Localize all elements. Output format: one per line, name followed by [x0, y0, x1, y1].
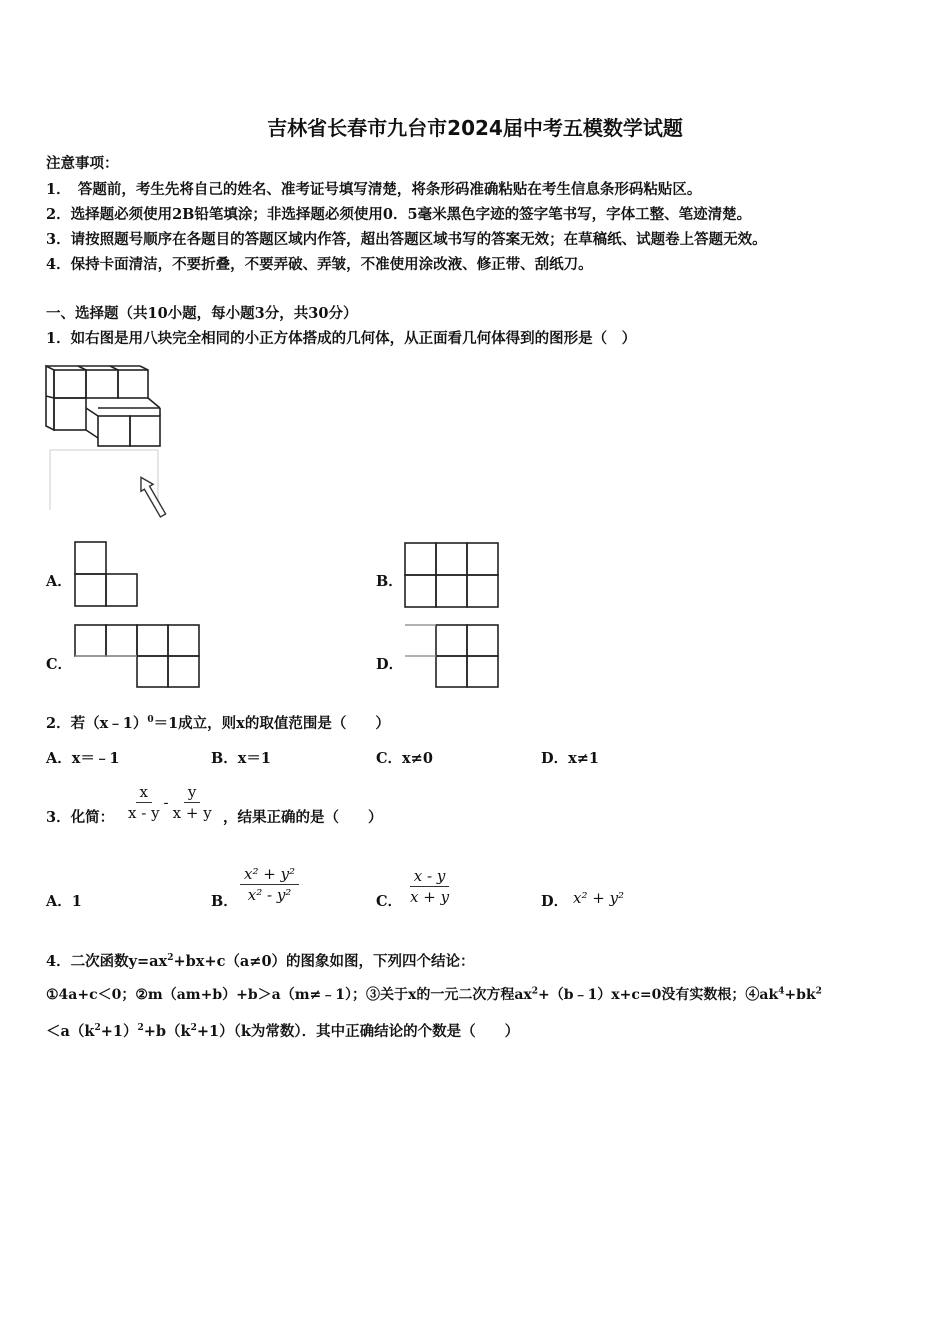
view-direction-arrow-icon [135, 474, 169, 519]
q4-line2-part3: +b（k [143, 1023, 191, 1040]
q3-fraction-1-denominator: x - y [128, 804, 160, 822]
q1-option-c-figure [74, 624, 202, 690]
q2-stem-exponent: 0 [147, 715, 154, 726]
q4-conclusions-line1 [46, 984, 822, 1004]
section-heading: 一、选择题（共10小题，每小题3分，共30分） [46, 305, 358, 322]
q1-option-c-label: C． [46, 656, 73, 673]
q3-option-a-label: A． [46, 893, 72, 910]
q3-prefix: 3．化简： [46, 809, 115, 826]
q2-stem-part1: 2．若（x﹣1） [46, 715, 148, 732]
q1-option-a-label: A． [46, 573, 72, 590]
q3-option-d-label: D． [541, 893, 569, 910]
q1-option-b-figure [404, 542, 502, 610]
q4-line2-part4: +1）（k为常数）．其中正确结论的个数是（ ） [196, 1023, 520, 1040]
q4-line1-sup1: 2 [531, 986, 539, 997]
q2-stem [46, 712, 390, 733]
q4-line1-sup2: 4 [778, 986, 785, 997]
q2-stem-part2: ＝1成立，则x的取值范围是（ ） [153, 715, 390, 732]
q3-option-d-value: x² + y² [573, 889, 625, 907]
q3-option-c-denominator: x + y [410, 888, 450, 906]
q1-option-b-label: B． [376, 573, 403, 590]
q3-option-c-numerator: x - y [410, 866, 450, 887]
q4-line1-part2: +（b﹣1）x+c=0没有实数根；④ak [538, 987, 779, 1003]
q3-fraction-2-denominator: x + y [172, 804, 212, 822]
q4-line1-sup3: 2 [815, 986, 822, 997]
q4-line2-part2: +1） [100, 1023, 138, 1040]
q4-line2-sup2: 2 [137, 1023, 144, 1034]
notice-heading: 注意事项： [46, 155, 119, 172]
q1-option-d-figure [404, 624, 502, 690]
page-title: 吉林省长春市九台市2024届中考五模数学试题 [267, 116, 683, 140]
q2-option-b: B．x＝1 [211, 750, 271, 767]
q4-line2-sup3: 2 [190, 1023, 197, 1034]
q2-option-c: C．x≠0 [376, 750, 433, 767]
q3-option-b-fraction [240, 864, 299, 905]
q3-option-b-label: B． [211, 893, 238, 910]
q4-conclusions-line2 [46, 1020, 519, 1041]
q2-option-d: D．x≠1 [541, 750, 599, 767]
q3-expression [124, 782, 216, 823]
q4-line1-part1: ①4a+c＜0；②m（am+b）+b＞a（m≠﹣1）；③关于x的一元二次方程ax [46, 987, 532, 1003]
q1-solid-figure [40, 362, 170, 532]
notice-item-3: 3．请按照题号顺序在各题目的答题区域内作答，超出答题区域书写的答案无效；在草稿纸、试题卷上答题无效。 [46, 231, 767, 248]
q1-option-d-label: D． [376, 656, 404, 673]
q3-fraction-1-numerator: x [136, 782, 152, 803]
q2-option-a: A．x＝﹣1 [46, 750, 120, 767]
q3-fraction-2-numerator: y [184, 782, 200, 803]
q3-option-b-denominator: x² - y² [247, 886, 292, 904]
q3-option-c-fraction [406, 866, 453, 907]
q3-fraction-1 [124, 782, 164, 823]
q3-fraction-2 [169, 782, 216, 823]
q3-suffix: ，结果正确的是（ ） [223, 809, 383, 826]
notice-item-1: 1． 答题前，考生先将自己的姓名、准考证号填写清楚，将条形码准确粘贴在考生信息条形码粘贴区。 [46, 181, 702, 198]
q3-option-c-label: C． [376, 893, 403, 910]
q1-stem: 1．如右图是用八块完全相同的小正方体搭成的几何体，从正面看几何体得到的图形是（ ） [46, 330, 637, 347]
notice-item-4: 4．保持卡面清洁，不要折叠，不要弄破、弄皱，不准使用涂改液、修正带、刮纸刀。 [46, 256, 593, 273]
q1-option-a-figure [74, 541, 140, 609]
q4-stem-part2: +bx+c（a≠0）的图象如图，下列四个结论： [173, 953, 475, 970]
notice-item-2: 2．选择题必须使用2B铅笔填涂；非选择题必须使用0．5毫米黑色字迹的签字笔书写，字体工整、笔迹清楚。 [46, 206, 752, 223]
q4-stem [46, 950, 475, 971]
q3-option-a-value: 1 [71, 893, 82, 910]
q3-option-b-numerator: x² + y² [240, 864, 299, 885]
q3-option-a [46, 890, 82, 911]
q4-line2-part1: ＜a（k [46, 1023, 95, 1040]
q4-line1-part3: +bk [784, 987, 816, 1003]
q4-stem-exponent: 2 [167, 953, 174, 964]
q4-line2-sup1: 2 [94, 1023, 101, 1034]
q3-minus: - [163, 793, 169, 812]
q4-stem-part1: 4．二次函数y=ax [46, 953, 168, 970]
